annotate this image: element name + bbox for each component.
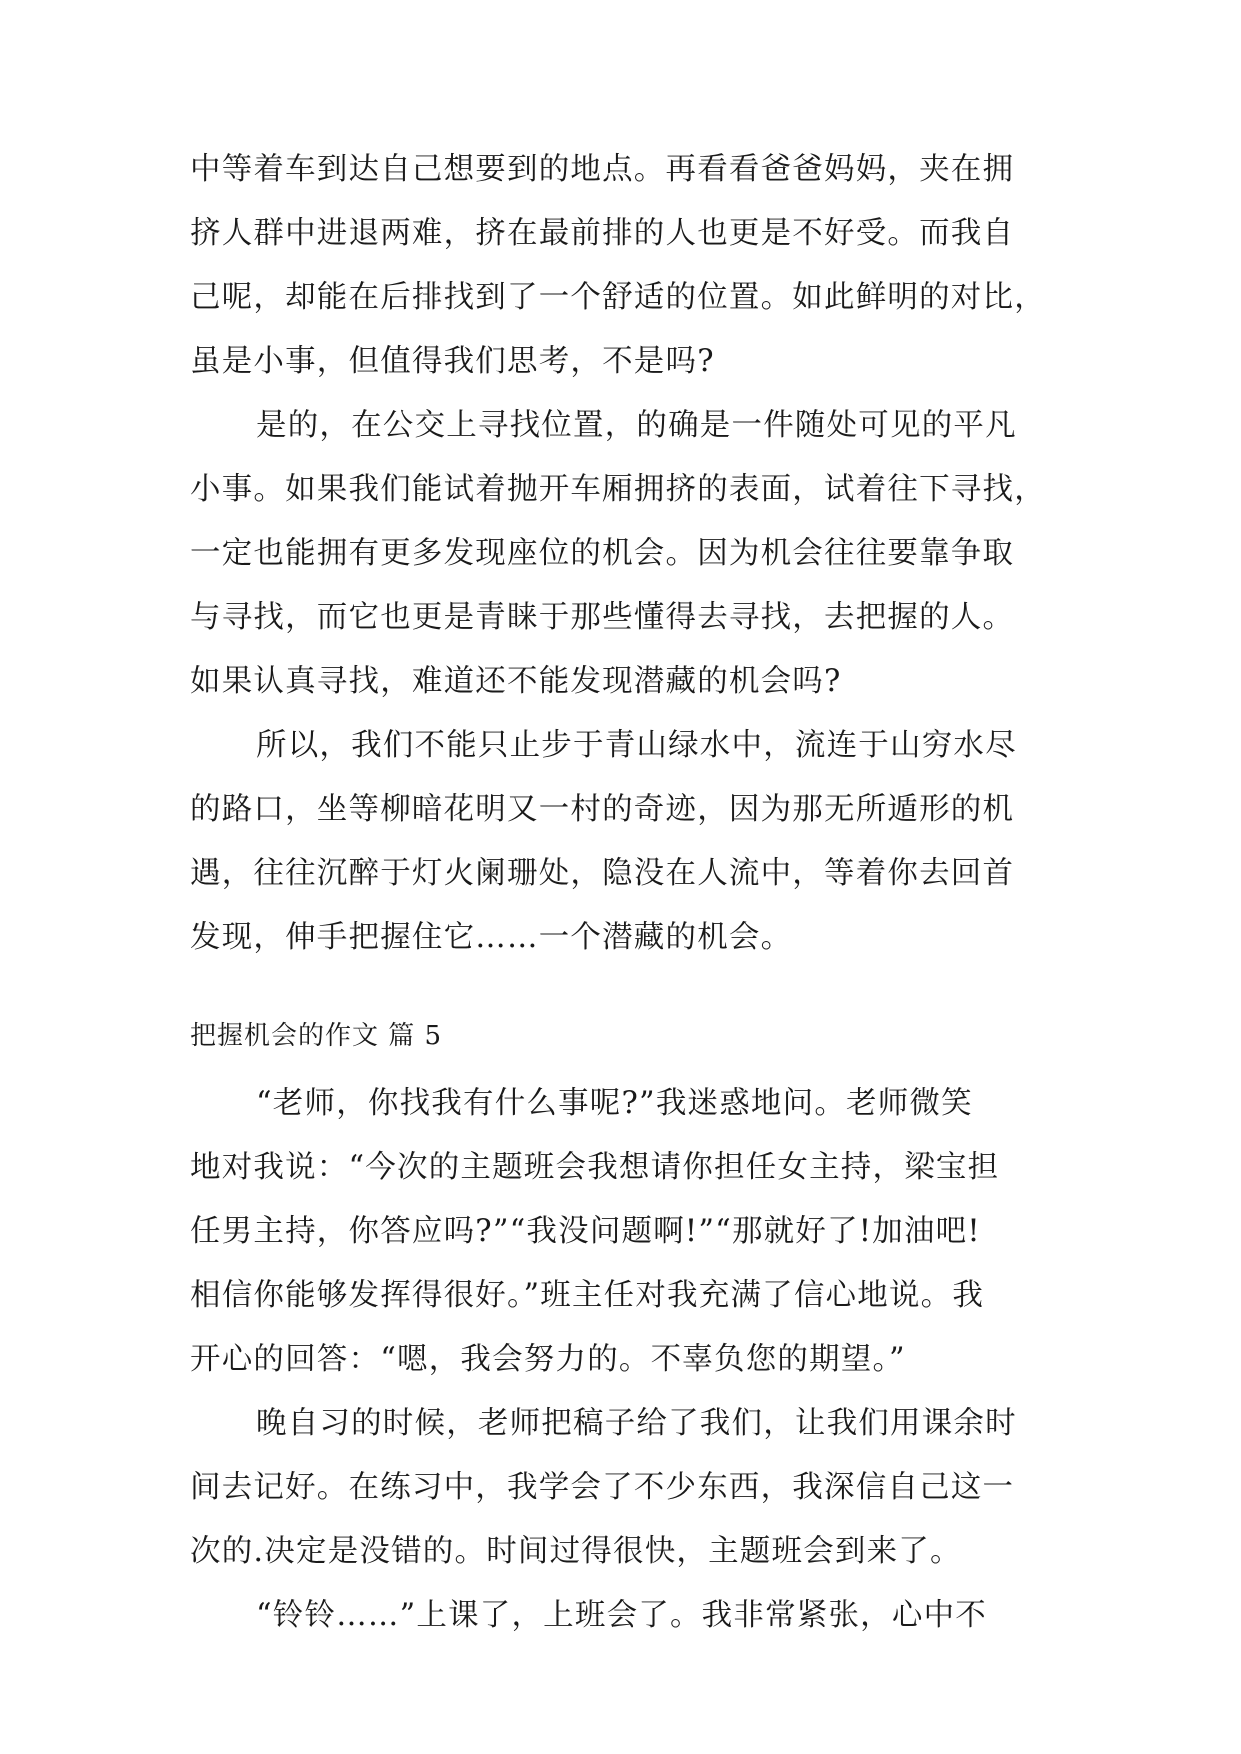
paragraph-4-line-4: 相信你能够发挥得很好。”班主任对我充满了信心地说。我 [190, 1278, 985, 1313]
paragraph-3-line-3: 遇，往往沉醉于灯火阑珊处，隐没在人流中，等着你去回首 [190, 856, 1015, 891]
paragraph-5-line-3: 次的.决定是没错的。时间过得很快，主题班会到来了。 [190, 1534, 962, 1569]
paragraph-1-line-3: 己呢，却能在后排找到了一个舒适的位置。如此鲜明的对比， [190, 280, 1046, 315]
paragraph-2-line-2: 小事。如果我们能试着抛开车厢拥挤的表面，试着往下寻找， [190, 472, 1046, 507]
paragraph-1-line-1: 中等着车到达自己想要到的地点。再看看爸爸妈妈，夹在拥 [190, 152, 1015, 187]
paragraph-2-line-1: 是的，在公交上寻找位置，的确是一件随处可见的平凡 [256, 408, 1017, 443]
paragraph-4-line-1: “老师，你找我有什么事呢?”我迷惑地问。老师微笑 [256, 1086, 973, 1121]
paragraph-6-line-1: “铃铃……”上课了，上班会了。我非常紧张，心中不 [256, 1598, 987, 1633]
paragraph-1-line-4: 虽是小事，但值得我们思考，不是吗? [190, 344, 715, 379]
paragraph-3-line-4: 发现，伸手把握住它……一个潜藏的机会。 [190, 920, 793, 955]
paragraph-4-line-2: 地对我说：“今次的主题班会我想请你担任女主持，梁宝担 [190, 1150, 1000, 1185]
paragraph-5-line-1: 晚自习的时候，老师把稿子给了我们，让我们用课余时 [256, 1406, 1017, 1441]
paragraph-1-line-2: 挤人群中进退两难，挤在最前排的人也更是不好受。而我自 [190, 216, 1015, 251]
paragraph-3-line-2: 的路口，坐等柳暗花明又一村的奇迹，因为那无所遁形的机 [190, 792, 1015, 827]
section-heading: 把握机会的作文 篇 5 [190, 1021, 443, 1051]
paragraph-3-line-1: 所以，我们不能只止步于青山绿水中，流连于山穷水尽 [256, 728, 1017, 763]
paragraph-2-line-5: 如果认真寻找，难道还不能发现潜藏的机会吗? [190, 664, 842, 699]
paragraph-2-line-4: 与寻找，而它也更是青睐于那些懂得去寻找，去把握的人。 [190, 600, 1015, 635]
paragraph-4-line-5: 开心的回答：“嗯，我会努力的。不辜负您的期望。” [190, 1342, 906, 1377]
paragraph-4-line-3: 任男主持，你答应吗?”“我没问题啊!”“那就好了!加油吧! [190, 1214, 981, 1249]
paragraph-5-line-2: 间去记好。在练习中，我学会了不少东西，我深信自己这一 [190, 1470, 1015, 1505]
paragraph-2-line-3: 一定也能拥有更多发现座位的机会。因为机会往往要靠争取 [190, 536, 1015, 571]
